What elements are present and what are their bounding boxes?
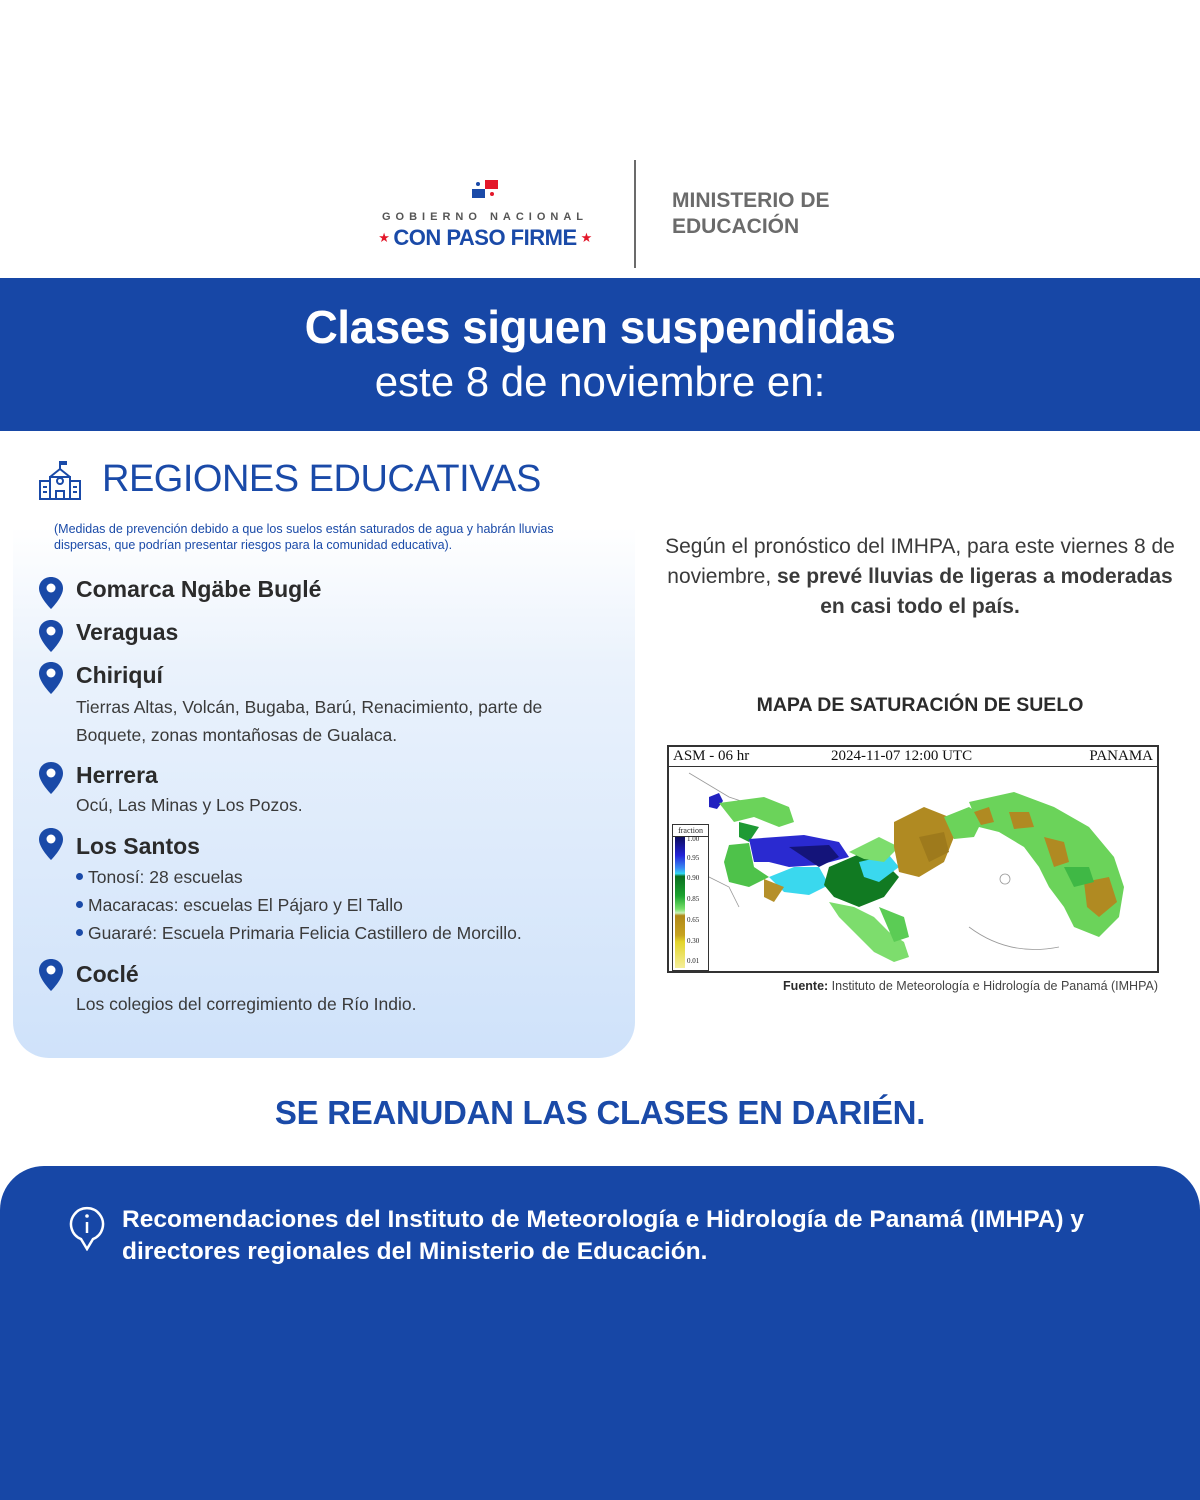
panama-flag-icon: [472, 180, 498, 198]
legend-colorbar: [675, 837, 685, 968]
region-name: Herrera: [76, 762, 158, 788]
gov-line: GOBIERNO NACIONAL: [382, 211, 588, 223]
header-divider: [634, 160, 636, 268]
map-source-text: Instituto de Meteorología e Hidrología de Panamá (IMHPA): [828, 979, 1158, 993]
region-name: Veraguas: [76, 619, 179, 645]
region-subitem: Guararé: Escuela Primaria Felicia Castillero de Morcillo.: [76, 923, 522, 944]
regions-note: (Medidas de prevención debido a que los suelos están saturados de agua y habrán lluvias dispersas, que podrían presentar riesgos para la comunidad educativa).: [54, 522, 554, 552]
star-icon: ★: [378, 230, 390, 245]
headline-title: Clases siguen suspendidas: [304, 301, 896, 353]
ministry-line-2: EDUCACIÓN: [672, 215, 800, 238]
regions-title: REGIONES EDUCATIVAS: [102, 458, 541, 500]
slogan-text: CON PASO FIRME: [393, 225, 577, 250]
bullet-icon: [76, 929, 83, 936]
location-pin-icon: [38, 827, 64, 861]
headline-subtitle: este 8 de noviembre en:: [374, 358, 826, 405]
footer-text: Recomendaciones del Instituto de Meteorología e Hidrología de Panamá (IMHPA) y directores regionales del Ministerio de Educación.: [122, 1206, 1085, 1265]
resume-notice: SE REANUDAN LAS CLASES EN DARIÉN.: [274, 1094, 926, 1131]
info-icon: [68, 1205, 106, 1251]
legend-tick: 1.00: [687, 835, 700, 843]
region-name: Comarca Ngäbe Buglé: [76, 576, 322, 602]
school-icon: [38, 459, 82, 501]
map-title: MAPA DE SATURACIÓN DE SUELO: [756, 694, 1084, 716]
map-product-label: ASM - 06 hr: [673, 748, 750, 764]
region-name: Coclé: [76, 961, 139, 987]
map-legend: [672, 824, 709, 971]
regions-header: [38, 458, 541, 501]
location-pin-icon: [38, 958, 64, 992]
map-source-label: Fuente:: [783, 979, 829, 993]
region-name: Chiriquí: [76, 662, 163, 688]
map-header: [669, 747, 1157, 767]
region-description: Ocú, Las Minas y Los Pozos.: [76, 795, 303, 815]
legend-title: fraction: [673, 825, 708, 837]
legend-tick: 0.85: [687, 895, 700, 903]
legend-tick: 0.30: [687, 937, 700, 945]
map-region-label: PANAMA: [1089, 748, 1153, 764]
ministry-line-1: MINISTERIO DE: [672, 189, 830, 212]
location-pin-icon: [38, 761, 64, 795]
panama-map-image: [669, 767, 1157, 971]
legend-tick: 0.95: [687, 854, 700, 862]
headline-banner: [0, 278, 1200, 431]
star-icon: ★: [580, 230, 592, 245]
legend-tick: 0.90: [687, 874, 700, 882]
location-pin-icon: [38, 619, 64, 653]
map-source: [660, 979, 1158, 993]
region-name: Los Santos: [76, 833, 200, 859]
legend-tick: 0.65: [687, 916, 700, 924]
region-subitem: Tonosí: 28 escuelas: [76, 867, 243, 888]
region-subitem: Macaracas: escuelas El Pájaro y El Tallo: [76, 895, 403, 916]
slogan: [360, 225, 610, 251]
region-description: Los colegios del corregimiento de Río Indio.: [76, 994, 417, 1014]
location-pin-icon: [38, 576, 64, 610]
legend-tick: 0.01: [687, 957, 700, 965]
location-pin-icon: [38, 661, 64, 695]
gobierno-nacional-logo: [360, 180, 610, 251]
bullet-icon: [76, 873, 83, 880]
forecast-text: [660, 532, 1180, 622]
forecast-intro: Según el pronóstico del IMHPA, para este viernes 8 de noviembre,: [665, 535, 1175, 588]
forecast-emphasis: se prevé lluvias de ligeras a moderadas en casi todo el país.: [777, 565, 1173, 618]
bullet-icon: [76, 901, 83, 908]
map-timestamp: 2024-11-07 12:00 UTC: [831, 748, 973, 764]
region-description: Tierras Altas, Volcán, Bugaba, Barú, Renacimiento, parte de Boquete, zonas montañosas de Gualaca.: [76, 697, 543, 745]
ministry-logo: [672, 188, 830, 240]
soil-saturation-map: [667, 745, 1159, 973]
